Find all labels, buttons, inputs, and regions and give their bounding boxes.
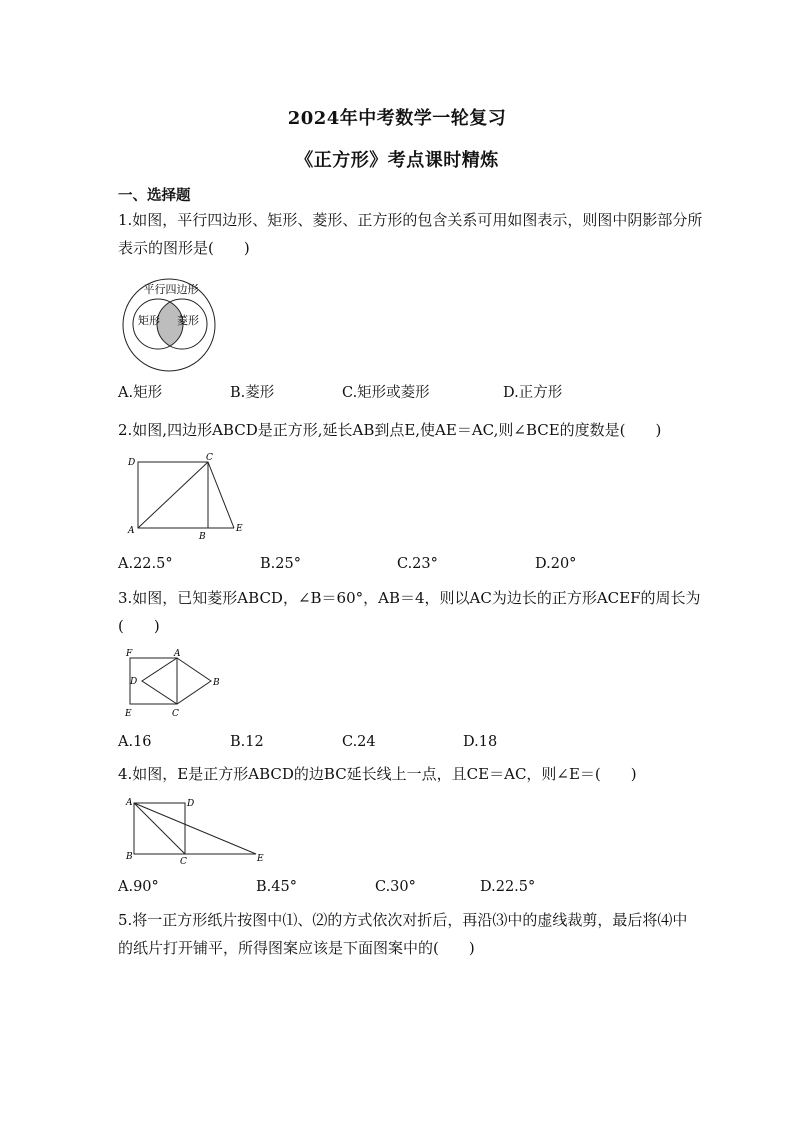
question-1-stem: 1.如图，平行四边形、矩形、菱形、正方形的包含关系可用如图表示，则图中阴影部分所表示的图形是( ) <box>118 211 703 257</box>
question-3-option-b: B.12 <box>230 734 264 750</box>
label-c: C <box>180 857 187 867</box>
label-c: C <box>172 709 179 719</box>
label-c: C <box>206 453 213 463</box>
label-e: E <box>125 709 132 719</box>
question-1-option-a: A.矩形 <box>118 385 163 401</box>
question-2-option-a: A.22.5° <box>118 556 173 572</box>
question-1-option-b: B.菱形 <box>230 385 275 401</box>
question-4-option-a: A.90° <box>118 879 159 895</box>
question-2-option-d: D.20° <box>535 556 577 572</box>
label-b: B <box>126 852 133 862</box>
question-2-square-figure <box>126 450 256 542</box>
label-e: E <box>236 524 243 534</box>
question-3-option-c: C.24 <box>342 734 376 750</box>
venn-left-label: 矩形 <box>138 314 160 327</box>
question-2-option-b: B.25° <box>260 556 301 572</box>
question-3-option-a: A.16 <box>118 734 152 750</box>
question-1-option-c: C.矩形或菱形 <box>342 385 430 401</box>
label-e: E <box>257 854 264 864</box>
label-b: B <box>199 532 206 542</box>
question-4-option-c: C.30° <box>375 879 416 895</box>
venn-outer-label: 平行四边形 <box>143 283 199 296</box>
label-a: A <box>174 649 181 659</box>
question-1-venn-figure <box>118 278 222 372</box>
venn-right-label: 菱形 <box>177 314 199 327</box>
label-f: F <box>126 649 133 659</box>
diagonal-ac <box>134 803 185 854</box>
question-3-stem: 3.如图，已知菱形ABCD，∠B＝60°，AB＝4，则以AC为边长的正方形ACEF的周长为( ) <box>118 589 701 635</box>
label-a: A <box>126 798 133 808</box>
label-a: A <box>128 526 135 536</box>
segment-ae <box>134 803 256 854</box>
section-heading: 一、选择题 <box>118 187 191 204</box>
question-5-stem: 5.将一正方形纸片按图中⑴、⑵的方式依次对折后，再沿⑶中的虚线裁剪，最后将⑷中的纸片打开铺平，所得图案应该是下面图案中的( ) <box>118 911 688 957</box>
question-4-option-b: B.45° <box>256 879 297 895</box>
question-4-option-d: D.22.5° <box>480 879 536 895</box>
segment-ce <box>208 462 234 528</box>
label-d: D <box>187 799 195 809</box>
question-3-rhombus-figure <box>124 648 228 722</box>
label-d: D <box>130 677 138 687</box>
question-4-stem: 4.如图，E是正方形ABCD的边BC延长线上一点，且CE＝AC，则∠E＝( ) <box>118 765 637 783</box>
diagonal-ac <box>138 462 208 528</box>
question-4-square-figure <box>124 796 274 866</box>
question-2-option-c: C.23° <box>397 556 438 572</box>
question-3-option-d: D.18 <box>463 734 498 750</box>
page-subtitle: 《正方形》考点课时精炼 <box>295 150 499 171</box>
page-title: 2024年中考数学一轮复习 <box>287 108 507 129</box>
question-1-option-d: D.正方形 <box>503 385 563 401</box>
label-b: B <box>213 678 220 688</box>
label-d: D <box>128 458 136 468</box>
question-2-stem: 2.如图,四边形ABCD是正方形,延长AB到点E,使AE＝AC,则∠BCE的度数是( ) <box>118 421 662 439</box>
